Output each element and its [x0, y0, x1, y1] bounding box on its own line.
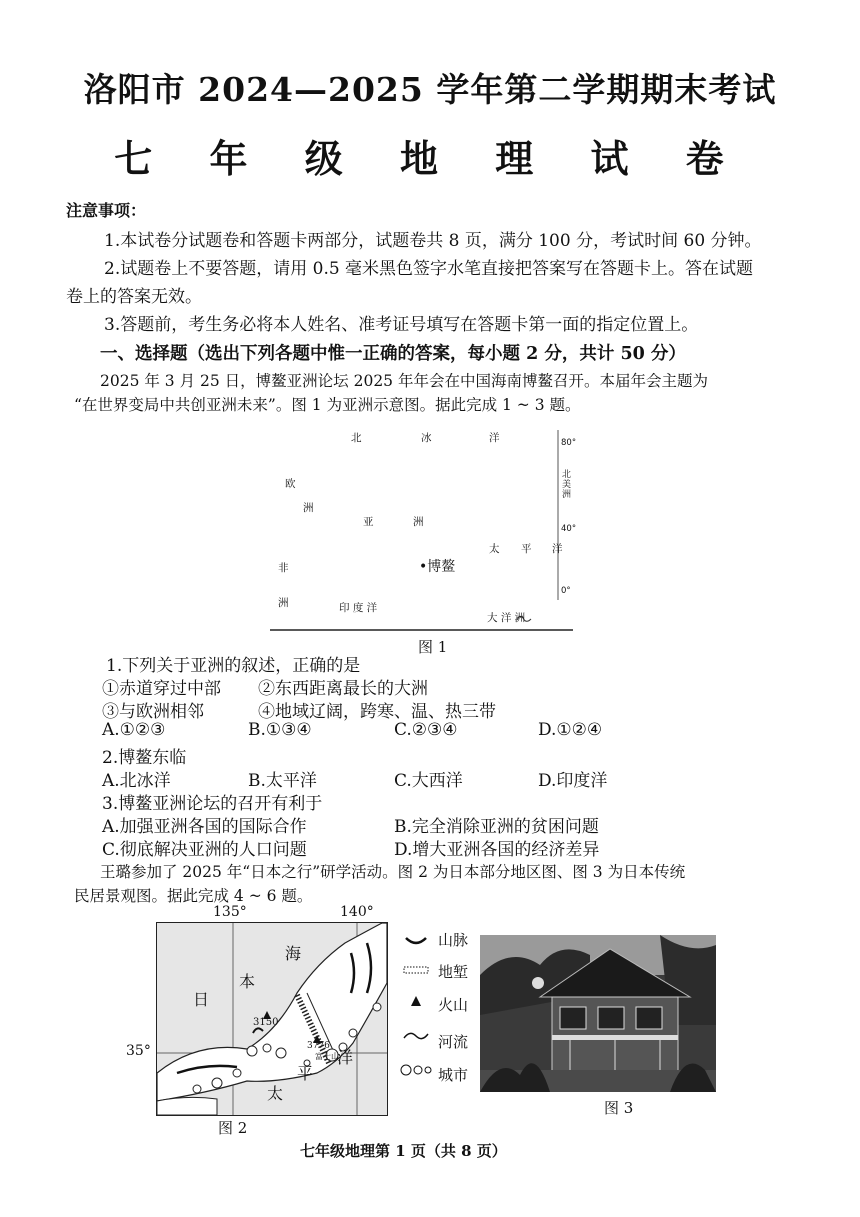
q2-stem: 2.博鳌东临 — [102, 748, 187, 768]
q2-option-b[interactable]: B.太平洋 — [248, 771, 317, 791]
exam-title: 洛阳市 2024—2025 学年第二学期期末考试 — [83, 70, 777, 109]
japanese-house-photo — [480, 935, 716, 1092]
q1-option-c[interactable]: C.②③④ — [394, 720, 458, 740]
label-africa-2: 洲 — [278, 597, 289, 609]
q3-option-d[interactable]: D.增大亚洲各国的经济差异 — [394, 840, 600, 860]
legend-mountain: 山脉 — [438, 931, 469, 949]
mountain-icon — [406, 938, 426, 943]
asia-map — [255, 420, 585, 635]
fig2-caption: 图 2 — [218, 1119, 248, 1137]
section-intro-line1: 2025 年 3 月 25 日，博鳌亚洲论坛 2025 年年会在中国海南博鳌召开。本届年会主题为 — [100, 372, 708, 390]
map-label-peak-3150: 3150 — [253, 1017, 279, 1028]
legend-river: 河流 — [438, 1033, 469, 1051]
label-lat0: 0° — [561, 586, 571, 596]
q2-option-c[interactable]: C.大西洋 — [394, 771, 463, 791]
section-heading: 一、选择题（选出下列各题中惟一正确的答案，每小题 2 分，共计 50 分） — [100, 344, 686, 364]
label-europe-2: 洲 — [303, 502, 314, 514]
map-label-sea: 海 — [285, 944, 302, 963]
legend-symbols — [400, 930, 434, 1090]
label-pacific-1: 太 — [489, 543, 500, 555]
label-lon140: 140° — [340, 904, 374, 920]
volcano-icon — [411, 996, 421, 1006]
label-pacific-2: 平 — [521, 543, 532, 555]
japan-map — [156, 922, 388, 1116]
label-arctic-2: 冰 — [421, 432, 432, 444]
q1-option-b[interactable]: B.①③④ — [248, 720, 312, 740]
map-label-fuji: 富士山 — [315, 1052, 339, 1061]
label-indian-ocean: 印 度 洋 — [339, 602, 378, 614]
legend-trench: 地堑 — [438, 963, 469, 981]
label-lat35: 35° — [126, 1043, 151, 1059]
intro2-line2: 民居景观图。据此完成 4 ~ 6 题。 — [74, 887, 313, 905]
map-label-ping: 平 — [297, 1064, 314, 1083]
legend-volcano: 火山 — [438, 996, 469, 1014]
label-europe-1: 欧 — [285, 478, 296, 490]
label-boao: •博鳌 — [419, 559, 456, 575]
city-icon — [401, 1065, 411, 1075]
q1-statement-1: ①赤道穿过中部 — [102, 679, 221, 699]
label-lat80: 80° — [561, 438, 577, 448]
notice-item-2-cont: 卷上的答案无效。 — [66, 287, 202, 307]
label-asia-1: 亚 — [363, 516, 374, 528]
label-lat40: 40° — [561, 524, 577, 534]
q1-option-d[interactable]: D.①②④ — [538, 720, 603, 740]
page-footer: 七年级地理第 1 页（共 8 页） — [300, 1142, 507, 1160]
section-intro-line2: “在世界变局中共创亚洲未来”。图 1 为亚洲示意图。据此完成 1 ~ 3 题。 — [74, 396, 581, 414]
map-label-ben: 本 — [239, 972, 256, 991]
q1-statement-4: ④地域辽阔，跨寒、温、热三带 — [258, 702, 496, 722]
q1-statement-3: ③与欧洲相邻 — [102, 702, 204, 722]
notice-heading: 注意事项： — [66, 201, 147, 220]
label-lon135: 135° — [213, 904, 247, 920]
q2-option-a[interactable]: A.北冰洋 — [102, 771, 171, 791]
notice-item-2: 2.试题卷上不要答题，请用 0.5 毫米黑色签字水笔直接把答案写在答题卡上。答在试题 — [104, 259, 754, 279]
map-label-yang: 洋 — [337, 1048, 354, 1067]
notice-item-3: 3.答题前，考生务必将本人姓名、准考证号填写在答题卡第一面的指定位置上。 — [104, 315, 699, 335]
q1-statement-2: ②东西距离最长的大洲 — [258, 679, 428, 699]
q1-option-a[interactable]: A.①②③ — [102, 720, 166, 740]
label-oceania: 大 洋 洲 — [487, 612, 526, 624]
fig3-caption: 图 3 — [604, 1099, 634, 1117]
label-north-america: 北美洲 — [562, 470, 572, 500]
house-illustration — [480, 935, 716, 1092]
q3-option-a[interactable]: A.加强亚洲各国的国际合作 — [102, 817, 307, 837]
q1-stem: 1.下列关于亚洲的叙述，正确的是 — [106, 656, 361, 676]
intro2-line1: 王璐参加了 2025 年“日本之行”研学活动。图 2 为日本部分地区图、图 3 为日本传统 — [100, 863, 686, 881]
map-label-peak-3776: 3776 — [307, 1041, 330, 1051]
notice-item-1: 1.本试卷分试题卷和答题卡两部分，试题卷共 8 页，满分 100 分，考试时间 60 分钟。 — [104, 231, 762, 251]
label-arctic-3: 洋 — [489, 432, 500, 444]
map-label-ri: 日 — [193, 990, 210, 1009]
q3-option-b[interactable]: B.完全消除亚洲的贫困问题 — [394, 817, 599, 837]
exam-subtitle: 七 年 级 地 理 试 卷 — [114, 136, 746, 181]
legend-city: 城市 — [438, 1066, 469, 1084]
map-label-tai: 太 — [267, 1084, 284, 1103]
label-arctic-1: 北 — [351, 432, 362, 444]
trench-icon — [404, 967, 428, 973]
label-asia-2: 洲 — [413, 516, 424, 528]
q2-option-d[interactable]: D.印度洋 — [538, 771, 608, 791]
q3-option-c[interactable]: C.彻底解决亚洲的人口问题 — [102, 840, 307, 860]
fig1-caption: 图 1 — [418, 638, 448, 656]
river-icon — [404, 1033, 428, 1038]
label-africa-1: 非 — [278, 562, 289, 574]
label-pacific-3: 洋 — [552, 543, 563, 555]
q3-stem: 3.博鳌亚洲论坛的召开有利于 — [102, 794, 323, 814]
